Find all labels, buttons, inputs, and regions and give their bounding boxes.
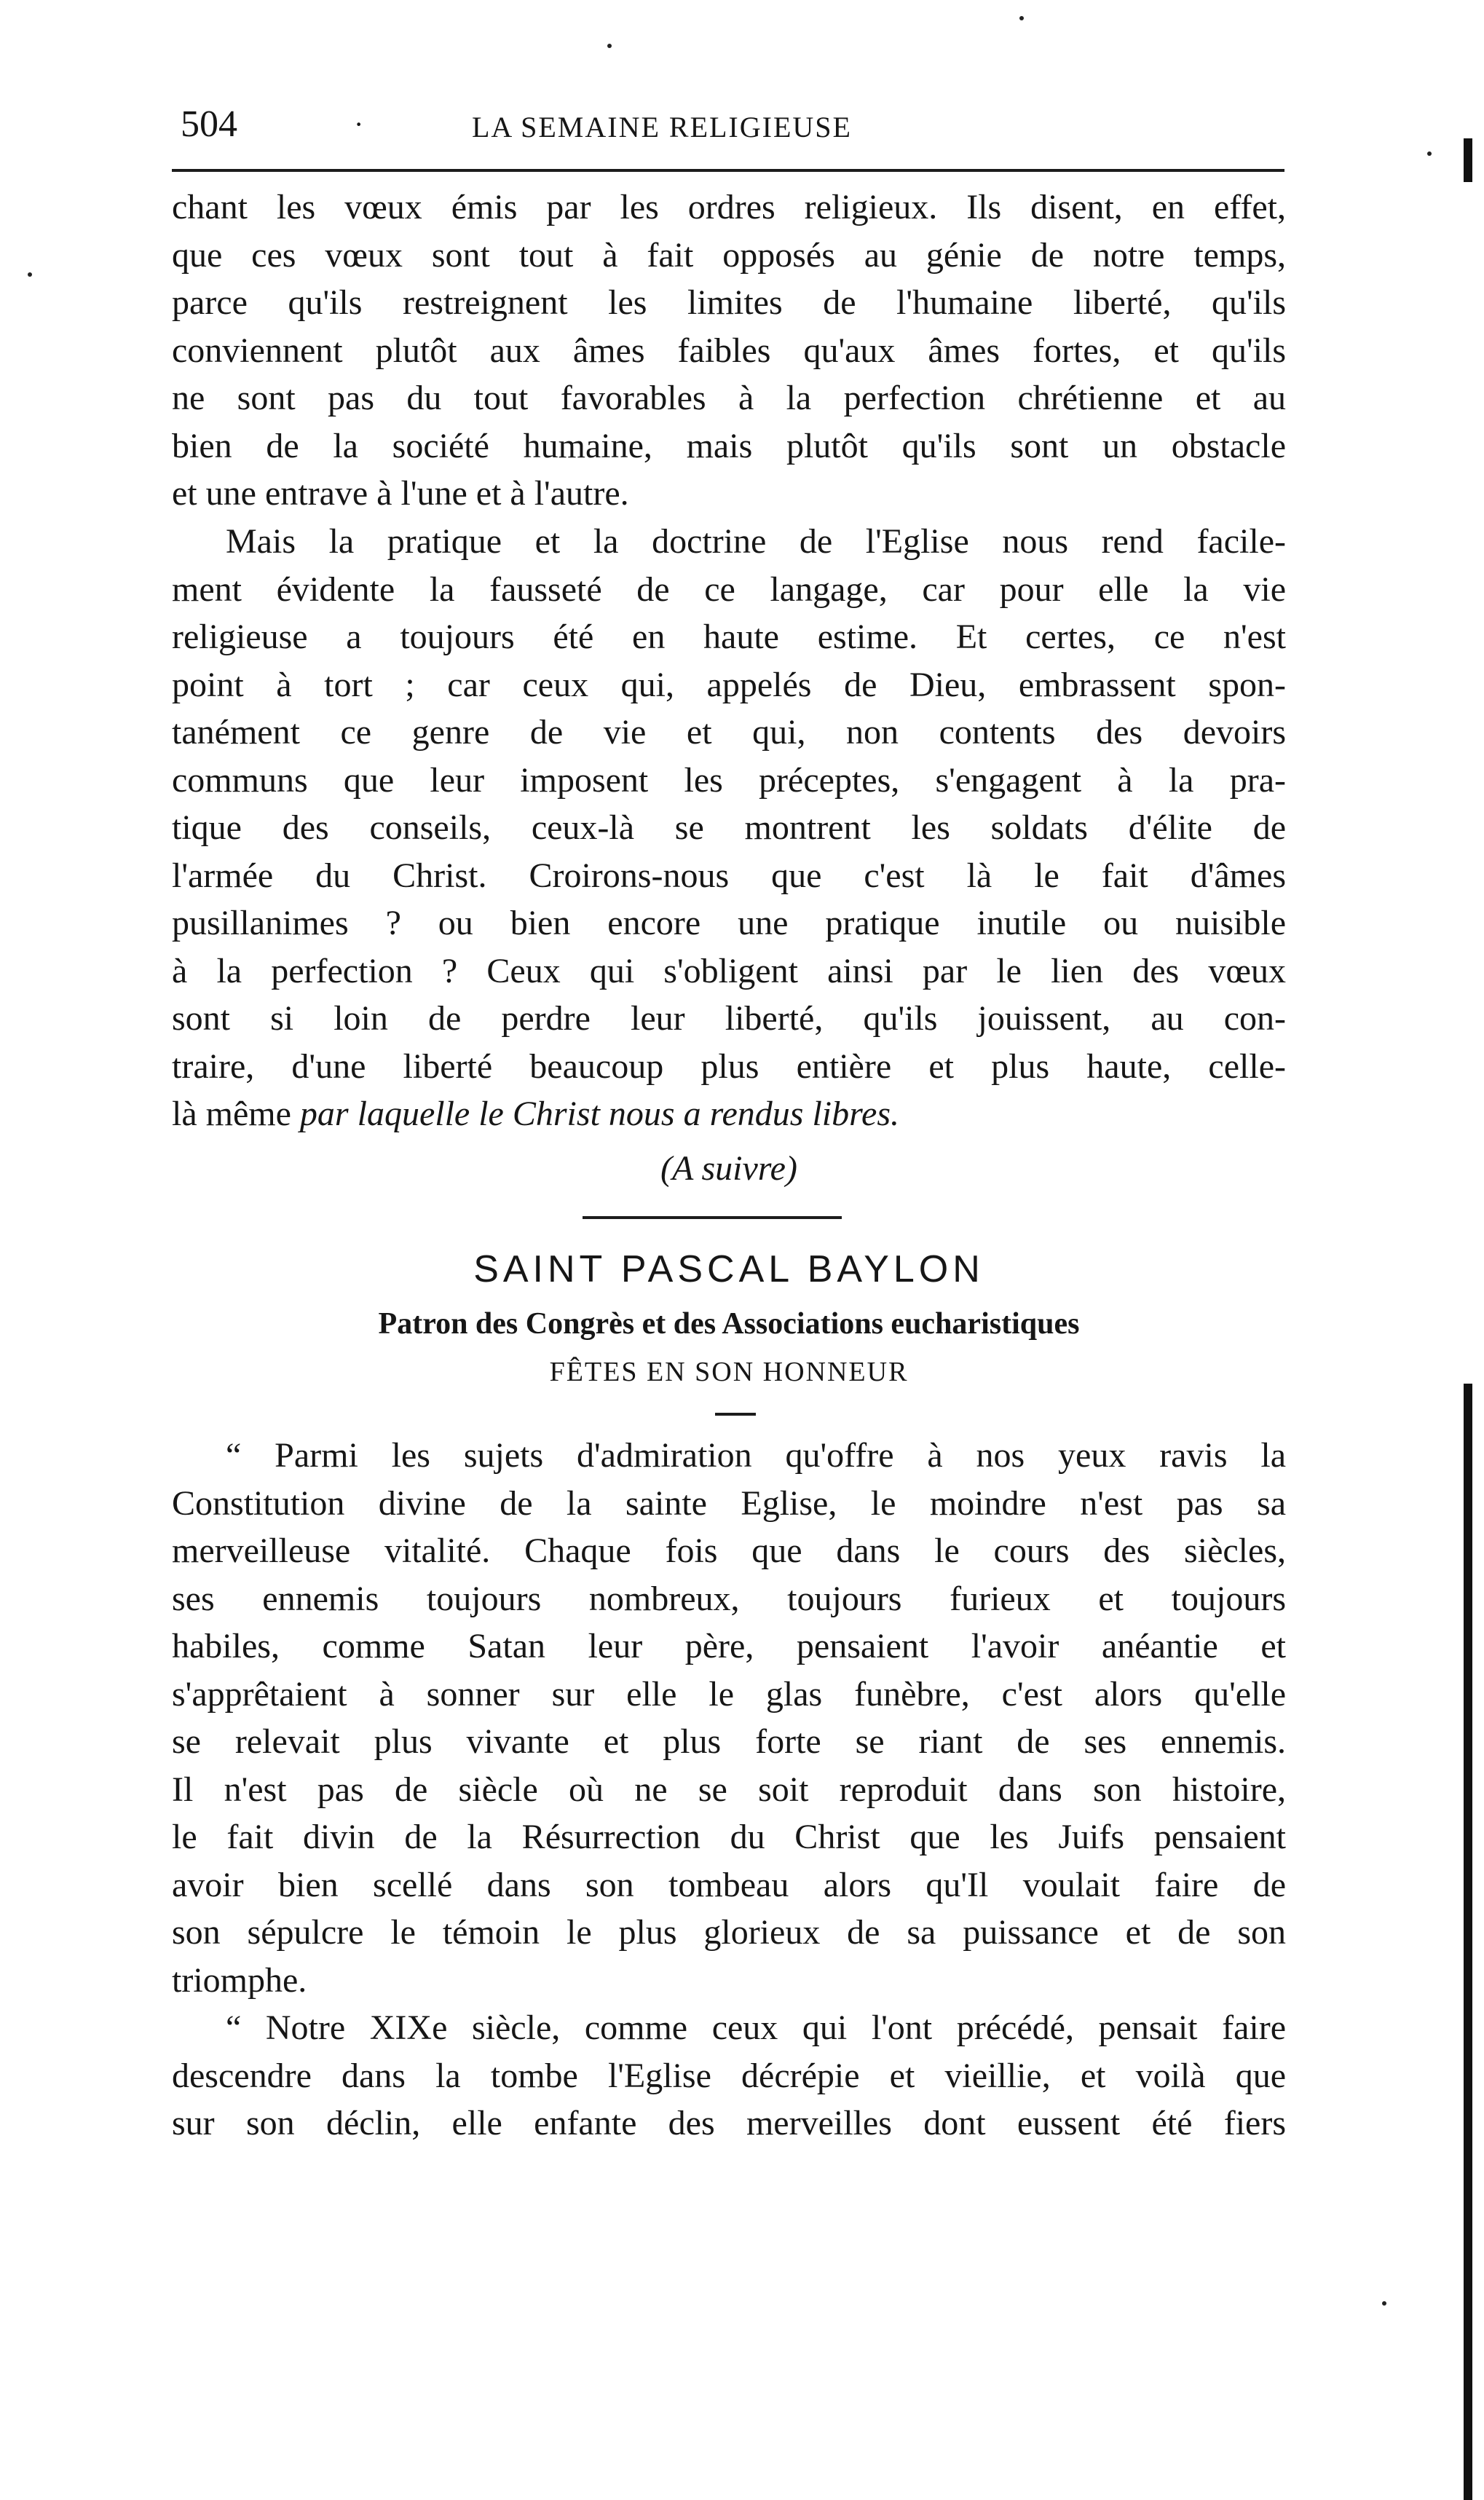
text-line: tanément ce genre de vie et qui, non contents des devoirs	[172, 713, 1286, 752]
text-line: chant les vœux émis par les ordres religieux. Ils disent, en effet,	[172, 188, 1286, 226]
section-divider	[583, 1216, 842, 1219]
short-divider	[715, 1413, 756, 1416]
running-header	[181, 99, 1287, 150]
text-line: ses ennemis toujours nombreux, toujours furieux et toujours	[172, 1579, 1286, 1618]
text-line	[172, 1090, 1286, 1138]
scan-speck	[1019, 16, 1024, 20]
scan-edge-mark	[1464, 138, 1472, 182]
paragraph-nineteenth-century	[172, 2004, 1286, 2148]
text-line: descendre dans la tombe l'Eglise décrépie et vieillie, et voilà que	[172, 2056, 1286, 2095]
text-line: point à tort ; car ceux qui, appelés de Dieu, embrassent spon-	[172, 665, 1286, 704]
text-line: triomphe.	[172, 1960, 307, 2000]
scan-speck	[28, 272, 32, 277]
text-line: ment évidente la fausseté de ce langage, car pour elle la vie	[172, 569, 1286, 609]
text-line: merveilleuse vitalité. Chaque fois que dans le cours des siècles,	[172, 1531, 1286, 1570]
header-rule	[172, 169, 1284, 172]
text-line: communs que leur imposent les préceptes, s'engagent à la pra-	[172, 760, 1286, 800]
text-line: sont si loin de perdre leur liberté, qu'ils jouissent, au con-	[172, 999, 1286, 1038]
text-line: ne sont pas du tout favorables à la perfection chrétienne et au	[172, 379, 1286, 417]
text-line: parce qu'ils restreignent les limites de l'humaine liberté, qu'ils	[172, 283, 1286, 322]
text-line: tique des conseils, ceux-là se montrent les soldats d'élite de	[172, 808, 1286, 847]
section-subtitle: Patron des Congrès et des Associations eucharistiques	[378, 1307, 1080, 1341]
scan-speck	[1382, 2301, 1386, 2306]
text-line: conviennent plutôt aux âmes faibles qu'aux âmes fortes, et qu'ils	[172, 331, 1286, 370]
text-line: l'armée du Christ. Croirons-nous que c'est là le fait d'âmes	[172, 856, 1286, 895]
text-line: et une entrave à l'une et à l'autre.	[172, 474, 629, 513]
scan-speck	[607, 44, 612, 48]
to-be-continued: (A suivre)	[660, 1149, 797, 1188]
section-title: SAINT PASCAL BAYLON	[473, 1248, 984, 1290]
text-line: avoir bien scellé dans son tombeau alors qu'Il voulait faire de	[172, 1865, 1286, 1904]
page-number: 504	[181, 103, 237, 145]
text-line: que ces vœux sont tout à fait opposés au génie de notre temps,	[172, 235, 1286, 275]
italic-quote: par laquelle le Christ nous a rendus libres.	[299, 1095, 900, 1133]
text-line: le fait divin de la Résurrection du Christ que les Juifs pensaient	[172, 1818, 1286, 1856]
publication-title: LA SEMAINE RELIGIEUSE	[472, 111, 852, 143]
text-line: “ Notre XIXe siècle, comme ceux qui l'ont précédé, pensait faire	[226, 2008, 1286, 2047]
text-line: traire, d'une liberté beaucoup plus entière et plus haute, celle-	[172, 1046, 1286, 1086]
header-separator: ·	[354, 108, 364, 141]
text-line: pusillanimes ? ou bien encore une pratique inutile ou nuisible	[172, 904, 1286, 942]
text-line: s'apprêtaient à sonner sur elle le glas funèbre, c'est alors qu'elle	[172, 1674, 1286, 1714]
text-run: là même	[172, 1095, 300, 1133]
text-line: son sépulcre le témoin le plus glorieux de sa puissance et de son	[172, 1913, 1286, 1952]
scan-binding-edge	[1453, 0, 1484, 2500]
text-line: Mais la pratique et la doctrine de l'Eglise nous rend facile-	[226, 522, 1286, 561]
text-line: bien de la société humaine, mais plutôt qu'ils sont un obstacle	[172, 426, 1286, 465]
scan-edge-mark	[1464, 1384, 1472, 2500]
text-line: religieuse a toujours été en haute estime. Et certes, ce n'est	[172, 618, 1286, 656]
text-line: se relevait plus vivante et plus forte se riant de ses ennemis.	[172, 1722, 1286, 1761]
text-line: sur son déclin, elle enfante des merveilles dont eussent été fiers	[172, 2104, 1286, 2142]
text-line: Constitution divine de la sainte Eglise, le moindre n'est pas sa	[172, 1483, 1286, 1523]
text-line: Il n'est pas de siècle où ne se soit reproduit dans son histoire,	[172, 1770, 1286, 1809]
text-line: à la perfection ? Ceux qui s'obligent ainsi par le lien des vœux	[172, 951, 1286, 990]
text-line: “ Parmi les sujets d'admiration qu'offre à nos yeux ravis la	[226, 1436, 1286, 1475]
scan-speck	[1427, 151, 1432, 156]
text-line: habiles, comme Satan leur père, pensaient l'avoir anéantie et	[172, 1627, 1286, 1665]
paragraph-vitality	[172, 1432, 1286, 2004]
paragraph-doctrine	[172, 518, 1286, 1138]
section-caption: FÊTES EN SON HONNEUR	[549, 1357, 909, 1387]
paragraph-continuation	[172, 184, 1286, 518]
